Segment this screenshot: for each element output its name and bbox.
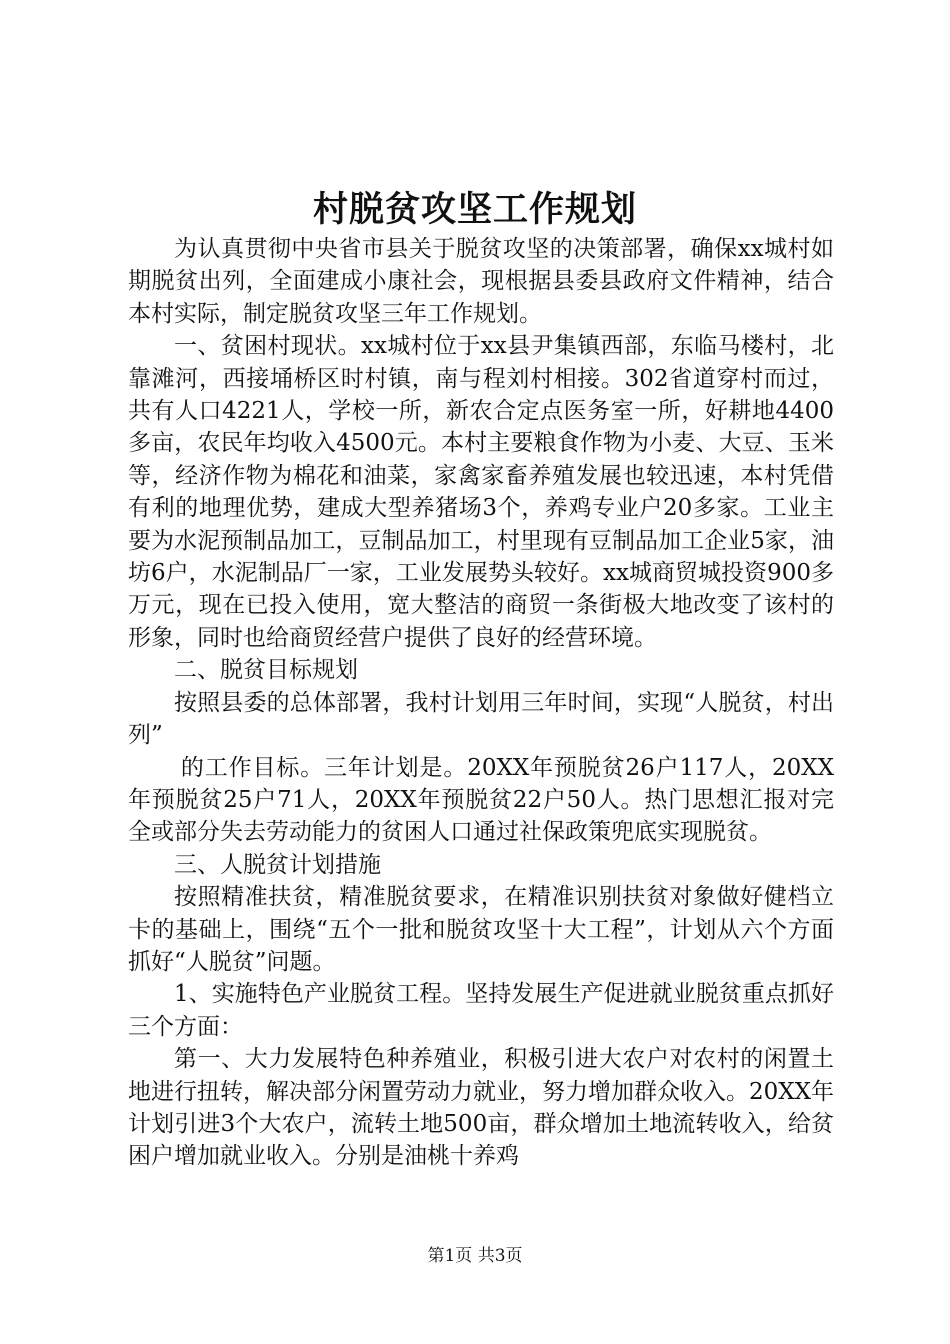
paragraph-section-2-b: 的工作目标。三年计划是。20XX年预脱贫26户117人，20XX年预脱贫25户71人，20XX年预脱贫22户50人。热门思想汇报对完全或部分失去劳动能力的贫困人口通过社保政策兜底实现脱贫。 [128,754,834,846]
paragraph-section-1: 一、贫困村现状。xx城村位于xx县尹集镇西部，东临马楼村，北靠滩河，西接埇桥区时村镇，南与程刘村相接。302省道穿村而过，共有人口4221人，学校一所，新农合定点医务室一所，好耕地4400多亩，农民年均收入4500元。本村主要粮食作物为小麦、大豆、玉米等，经济作物为棉花和油菜，家禽家畜养殖发展也较迅速，本村凭借有利的地理优势，建成大型养猪场3个，养鸡专业户20多家。工业主要为水泥预制品加工，豆制品加工，村里现有豆制品加工企业5家，油坊6户，水泥制品厂一家，工业发展势头较好。xx城商贸城投资900多万元，现在已投入使用，宽大整洁的商贸一条街极大地改变了该村的形象，同时也给商贸经营户提供了良好的经营环境。 [128,333,834,651]
heading-section-3: 三、人脱贫计划措施 [174,851,381,878]
document-body [128,233,834,1173]
document-title: 村脱贫攻坚工作规划 [312,189,637,230]
page-number: 第1页 共3页 [427,1246,523,1266]
paragraph-intro: 为认真贯彻中央省市县关于脱贫攻坚的决策部署，确保xx城村如期脱贫出列，全面建成小康社会，现根据县委县政府文件精神，结合本村实际，制定脱贫攻坚三年工作规划。 [128,236,834,327]
heading-section-2: 二、脱贫目标规划 [174,657,358,684]
paragraph-section-3-a: 按照精准扶贫，精准脱贫要求，在精准识别扶贫对象做好健档立卡的基础上，围绕“五个一批和脱贫攻坚十大工程”，计划从六个方面抓好“人脱贫”问题。 [128,884,834,975]
paragraph-item-1: 1、实施特色产业脱贫工程。坚持发展生产促进就业脱贫重点抓好三个方面： [128,981,834,1040]
paragraph-item-1-first: 第一、大力发展特色种养殖业，积极引进大农户对农村的闲置土地进行扭转，解决部分闲置劳动力就业，努力增加群众收入。20XX年计划引进3个大农户，流转土地500亩，群众增加土地流转收入，给贫困户增加就业收入。分别是油桃十养鸡 [128,1046,835,1170]
paragraph-section-2-a: 按照县委的总体部署，我村计划用三年时间，实现“人脱贫，村出列” [128,689,834,749]
